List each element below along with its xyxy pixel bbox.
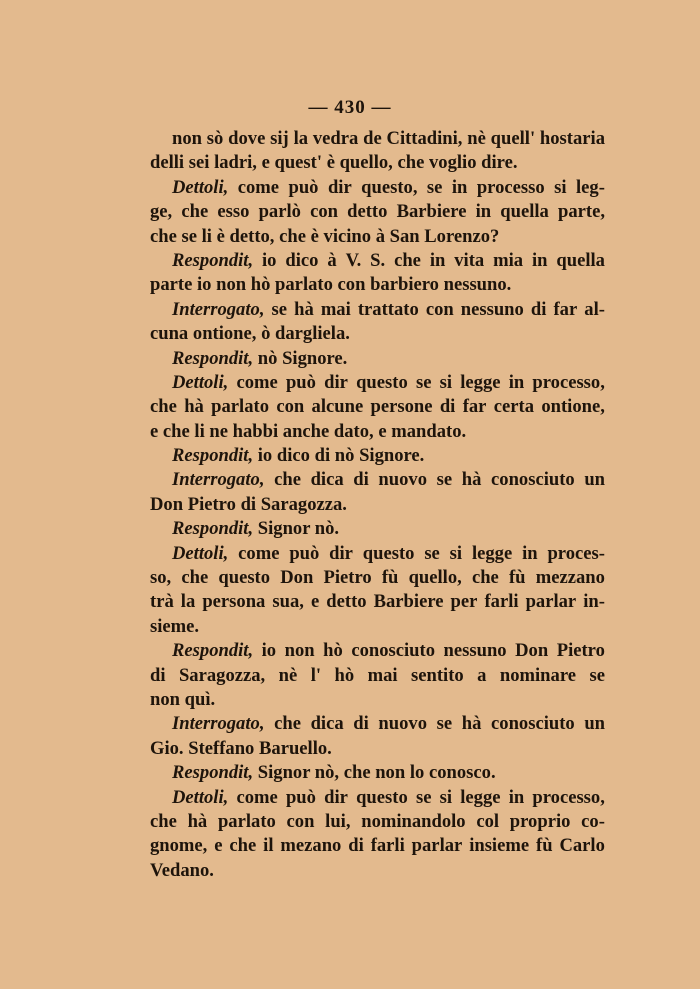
word: legge <box>460 786 501 808</box>
text-line <box>150 810 605 834</box>
word: nò <box>257 347 283 369</box>
paragraph <box>150 127 605 176</box>
word: che <box>150 810 177 832</box>
word: in <box>508 786 525 808</box>
word: di <box>530 298 547 320</box>
word: nò <box>334 445 360 467</box>
word: leg- <box>576 176 605 198</box>
word: Don <box>515 640 549 662</box>
text-line <box>150 859 605 883</box>
word: Signor <box>257 762 315 784</box>
word: mia <box>493 249 524 271</box>
word: mai <box>367 664 398 686</box>
text-line <box>150 371 605 395</box>
text-line <box>150 127 605 151</box>
word: processo, <box>532 786 605 808</box>
word: quella <box>556 249 605 271</box>
word: con <box>286 810 315 832</box>
word: delli <box>150 152 189 174</box>
word: parlato <box>211 396 269 418</box>
word: e <box>261 152 275 174</box>
word: Carlo <box>559 835 605 857</box>
word: hostaria <box>539 128 605 149</box>
word: al- <box>584 298 605 320</box>
text-line <box>150 322 605 346</box>
word: Signor <box>257 518 315 540</box>
word: e <box>150 420 163 442</box>
paragraph <box>150 786 605 884</box>
word: proprio <box>509 810 571 832</box>
speaker-label: Dettoli, <box>172 371 229 393</box>
word: dico <box>285 249 319 271</box>
word: ontione, <box>192 323 262 345</box>
word: di <box>314 445 335 467</box>
word: fù <box>381 567 399 589</box>
word: sò <box>206 128 224 149</box>
word: far <box>553 298 578 320</box>
word: mezano <box>280 835 342 857</box>
word: parte, <box>558 201 605 223</box>
word: nuovo <box>378 713 427 735</box>
word: un <box>584 713 605 735</box>
word: ladri, <box>214 152 262 174</box>
word: dico <box>276 445 315 467</box>
word: nessuno <box>460 298 524 320</box>
word: col <box>476 810 500 832</box>
word: detto, <box>229 225 280 247</box>
word: e <box>378 420 392 442</box>
word: nessuno <box>443 640 507 662</box>
word: questo <box>362 542 415 564</box>
word: sieme. <box>150 615 200 637</box>
word: cuna <box>150 323 193 345</box>
word: in <box>522 542 538 564</box>
word: in <box>429 249 446 271</box>
word: detto <box>326 591 367 613</box>
word: parlar <box>525 591 577 613</box>
word: mezzano <box>535 567 605 589</box>
word: ontione, <box>541 396 605 418</box>
word: quest' <box>274 152 327 174</box>
word: che <box>471 567 499 589</box>
paragraph <box>150 176 605 249</box>
text-line <box>150 347 605 371</box>
word: sentito <box>411 664 464 686</box>
word: dica <box>310 469 344 491</box>
word: io <box>257 445 277 467</box>
word: l' <box>310 664 322 686</box>
text-line <box>150 834 605 858</box>
word: à <box>327 249 337 271</box>
word: mai <box>320 298 351 320</box>
word: sei <box>188 152 215 174</box>
word: hà <box>184 396 204 418</box>
word: non <box>216 274 251 296</box>
word: vedra <box>312 128 359 149</box>
word: questo <box>356 786 408 808</box>
word: in- <box>583 591 605 613</box>
word: se <box>181 225 202 247</box>
paragraph <box>150 347 605 371</box>
word: parte <box>150 274 197 296</box>
word: è <box>326 152 340 174</box>
word: hà <box>461 713 482 735</box>
text-line <box>150 761 605 785</box>
text-line <box>150 664 605 688</box>
text-line <box>150 615 605 639</box>
word: che <box>279 225 311 247</box>
word: io <box>196 274 217 296</box>
text-line <box>150 737 605 761</box>
word: Saragozza, <box>178 664 266 686</box>
word: quell' <box>490 128 536 149</box>
word: di <box>348 835 364 857</box>
word: non <box>150 688 185 710</box>
word: come <box>236 786 278 808</box>
word: trattato <box>357 298 419 320</box>
word: co- <box>581 810 605 832</box>
page-number: — 430 — <box>308 97 392 118</box>
text-line <box>150 151 605 175</box>
word: voglio <box>428 152 482 174</box>
word: un <box>584 469 605 491</box>
word: parlato <box>275 274 338 296</box>
text-line <box>150 298 605 322</box>
word: Gio. <box>150 737 189 759</box>
word: conosciuto <box>491 469 575 491</box>
word: come <box>237 176 280 198</box>
word: che <box>394 249 421 271</box>
word: in <box>475 201 492 223</box>
word: a <box>477 664 487 686</box>
word: hò <box>250 274 276 296</box>
word: dica <box>310 713 344 735</box>
word: questo, <box>361 176 418 198</box>
word: far <box>462 396 487 418</box>
word: di <box>240 493 261 515</box>
word: se <box>424 542 440 564</box>
word: può <box>289 542 320 564</box>
paragraph <box>150 468 605 517</box>
paragraph <box>150 639 605 712</box>
word: che <box>397 152 429 174</box>
word: questo <box>356 371 408 393</box>
word: vicino <box>323 225 376 247</box>
text-line <box>150 542 605 566</box>
speaker-label: Respondit, <box>172 347 258 369</box>
word: se <box>415 786 432 808</box>
word: questo <box>218 567 271 589</box>
word: nè <box>467 128 486 149</box>
word: vita <box>454 249 485 271</box>
word: se <box>436 469 453 491</box>
text-line <box>150 688 605 712</box>
word: dir <box>324 371 348 393</box>
paragraph <box>150 712 605 761</box>
word: mandato. <box>391 420 467 442</box>
speaker-label: Respondit, <box>172 445 258 467</box>
word: nè <box>278 664 298 686</box>
speaker-label: Dettoli, <box>172 176 229 198</box>
word: persona <box>202 591 266 613</box>
word: è <box>216 225 230 247</box>
word: non <box>375 762 410 784</box>
word: in <box>531 249 548 271</box>
word: li <box>194 420 210 442</box>
word: li <box>201 225 217 247</box>
word: Pietro <box>556 640 605 662</box>
word: de <box>363 128 382 149</box>
word: nominandolo <box>361 810 466 832</box>
word: parlar <box>411 835 463 857</box>
word: e <box>214 835 223 857</box>
paragraph <box>150 298 605 347</box>
word: dir <box>324 786 348 808</box>
word: legge <box>460 371 501 393</box>
word: conosciuto <box>351 640 435 662</box>
speaker-label: Interrogato, <box>172 713 265 735</box>
word: Barbiere <box>373 591 444 613</box>
word: Vedano. <box>150 859 214 881</box>
word: Cittadini, <box>386 128 463 149</box>
word: farli <box>484 591 519 613</box>
word: proces- <box>547 542 605 564</box>
word: con <box>425 298 454 320</box>
word: come <box>236 371 278 393</box>
word: habbi <box>232 420 283 442</box>
word: lo <box>409 762 429 784</box>
word: sua, <box>272 591 304 613</box>
text-line <box>150 273 605 297</box>
word: Baruello. <box>259 737 332 759</box>
text-line <box>150 493 605 517</box>
word: S. <box>370 249 386 271</box>
word: si <box>449 542 463 564</box>
word: nò, <box>314 762 344 784</box>
word: V. <box>345 249 362 271</box>
text-line <box>150 444 605 468</box>
word: si <box>554 176 567 198</box>
word: che <box>181 567 209 589</box>
word: si <box>439 371 453 393</box>
word: può <box>285 371 316 393</box>
text-line <box>150 420 605 444</box>
word: processo, <box>532 371 605 393</box>
word: dir <box>329 542 353 564</box>
word: dato, <box>333 420 379 442</box>
word: la <box>293 128 309 149</box>
word: con <box>310 201 338 223</box>
paragraph <box>150 517 605 541</box>
word: con <box>337 274 371 296</box>
word: barbiero <box>370 274 444 296</box>
word: Signore. <box>282 347 348 369</box>
word: Steffano <box>188 737 259 759</box>
word: conosco. <box>428 762 496 784</box>
word: Pietro <box>187 493 241 515</box>
word: Lorenzo? <box>424 225 500 247</box>
word: Pietro <box>323 567 372 589</box>
text-line <box>150 225 605 249</box>
word: può <box>288 176 319 198</box>
word: io <box>262 249 277 271</box>
word: ge, <box>150 201 173 223</box>
text-line <box>150 200 605 224</box>
word: che <box>181 201 209 223</box>
word: Don <box>280 567 314 589</box>
word: à <box>375 225 390 247</box>
word: io <box>261 640 277 662</box>
speaker-label: Dettoli, <box>172 542 229 564</box>
word: come <box>238 542 280 564</box>
speaker-label: Interrogato, <box>172 469 265 491</box>
word: in <box>451 176 468 198</box>
word: non <box>172 128 202 149</box>
word: Saragozza. <box>260 493 347 515</box>
text-line <box>150 517 605 541</box>
word: ne <box>209 420 233 442</box>
word: il <box>263 835 274 857</box>
word: esso <box>217 201 250 223</box>
word: conosciuto <box>491 713 575 735</box>
word: parlato <box>217 810 276 832</box>
word: che <box>274 713 301 735</box>
text-line <box>150 639 605 663</box>
text-line <box>150 176 605 200</box>
word: se <box>271 298 288 320</box>
word: lui, <box>325 810 351 832</box>
word: di <box>353 713 369 735</box>
word: persone <box>370 396 433 418</box>
word: certa <box>493 396 535 418</box>
word: hà <box>187 810 208 832</box>
word: San <box>389 225 425 247</box>
word: quello, <box>408 567 462 589</box>
body-text <box>150 127 605 883</box>
paragraph <box>150 761 605 785</box>
word: trà <box>150 591 174 613</box>
word: parlò <box>258 201 301 223</box>
speaker-label: Respondit, <box>172 640 254 662</box>
text-line <box>150 395 605 419</box>
word: che <box>343 762 376 784</box>
speaker-label: Respondit, <box>172 518 258 540</box>
paragraph <box>150 371 605 444</box>
speaker-label: Interrogato, <box>172 298 265 320</box>
word: hà <box>461 469 482 491</box>
word: gnome, <box>150 835 208 857</box>
text-line <box>150 249 605 273</box>
speaker-label: Dettoli, <box>172 786 229 808</box>
word: dir <box>327 176 352 198</box>
word: so, <box>150 567 172 589</box>
word: che <box>150 396 177 418</box>
word: la <box>180 591 196 613</box>
word: che <box>162 420 195 442</box>
word: se <box>415 371 432 393</box>
word: di <box>353 469 369 491</box>
word: che <box>150 225 182 247</box>
word: processo <box>476 176 545 198</box>
speaker-label: Respondit, <box>172 249 254 271</box>
word: se <box>589 664 605 686</box>
paragraph <box>150 444 605 468</box>
word: Signore. <box>359 445 425 467</box>
word: e <box>310 591 320 613</box>
word: per <box>450 591 478 613</box>
word: Don <box>150 493 188 515</box>
speaker-label: Respondit, <box>172 762 258 784</box>
word: legge <box>471 542 513 564</box>
word: può <box>285 786 316 808</box>
word: se <box>436 713 453 735</box>
word: Barbiere <box>396 201 467 223</box>
word: nominare <box>499 664 576 686</box>
word: quì. <box>184 688 216 710</box>
text-line <box>150 590 605 614</box>
word: dove <box>228 128 266 149</box>
word: che <box>274 469 301 491</box>
word: nessuno. <box>443 274 512 296</box>
word: ò <box>261 323 276 345</box>
word: in <box>508 371 525 393</box>
word: di <box>150 664 166 686</box>
word: che <box>229 835 257 857</box>
word: nuovo <box>378 469 427 491</box>
word: sij <box>270 128 289 149</box>
text-line <box>150 786 605 810</box>
word: quella <box>500 201 549 223</box>
word: di <box>439 396 456 418</box>
paragraph <box>150 542 605 640</box>
text-line <box>150 566 605 590</box>
word: alcune <box>311 396 364 418</box>
word: farli <box>370 835 405 857</box>
word: è <box>310 225 324 247</box>
word: se <box>426 176 443 198</box>
word: con <box>276 396 305 418</box>
text-line <box>150 468 605 492</box>
word: non <box>284 640 315 662</box>
word: hò <box>334 664 355 686</box>
word: dargliela. <box>275 323 350 345</box>
word: si <box>439 786 453 808</box>
word: nò. <box>314 518 340 540</box>
word: anche <box>282 420 334 442</box>
word: detto <box>347 201 388 223</box>
word: hò <box>323 640 343 662</box>
word: fù <box>536 835 553 857</box>
word: dire. <box>481 152 518 174</box>
word: fù <box>508 567 526 589</box>
text-line <box>150 712 605 736</box>
word: insieme <box>469 835 530 857</box>
word: quello, <box>339 152 398 174</box>
word: hà <box>294 298 314 320</box>
paragraph <box>150 249 605 298</box>
